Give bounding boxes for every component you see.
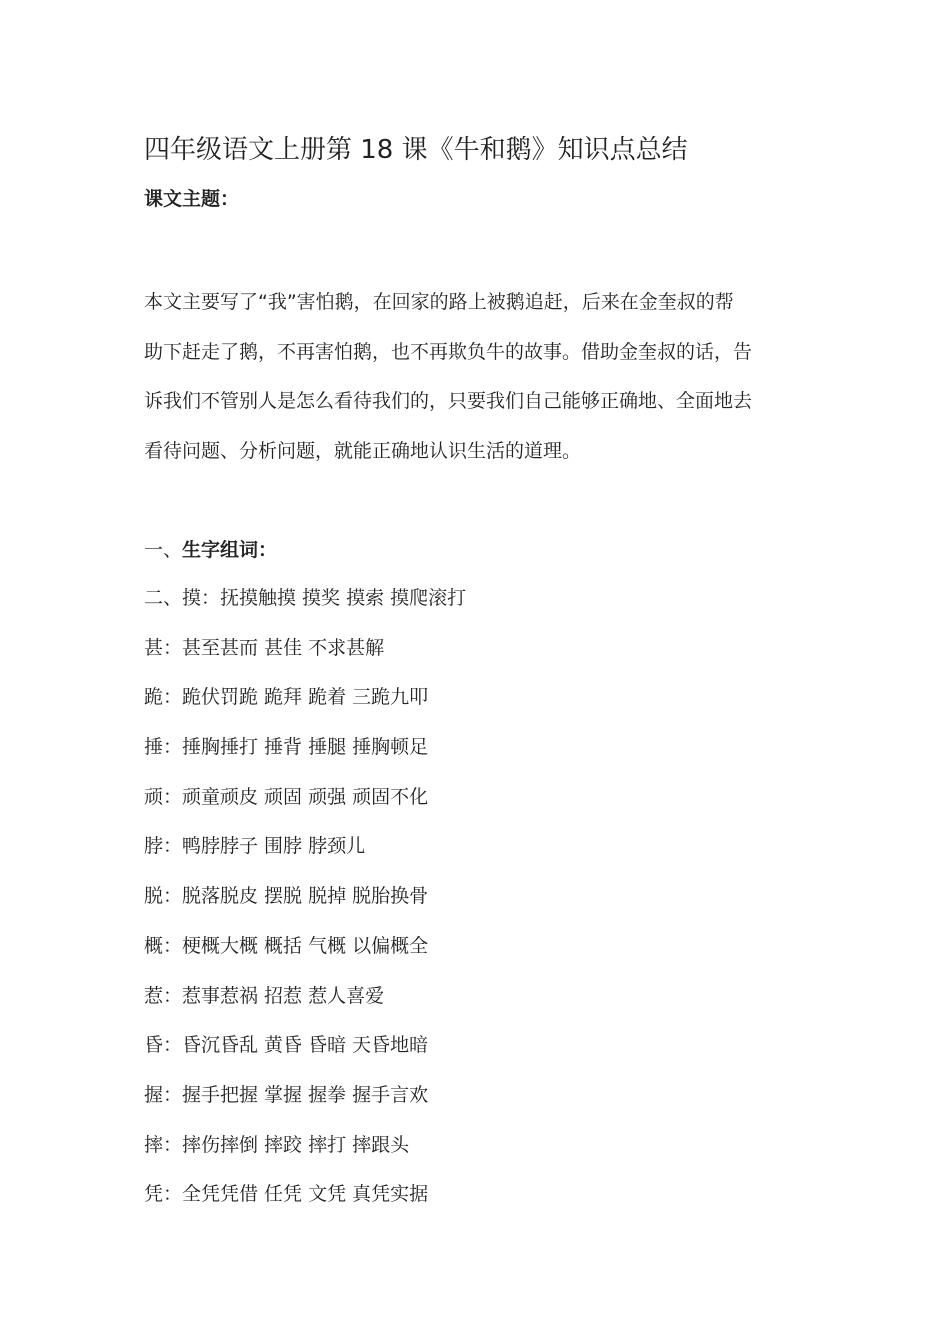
list-item: 握：握手把握 掌握 握拳 握手言欢 [144, 1083, 429, 1106]
paragraph-line: 本文主要写了“我”害怕鹅，在回家的路上被鹅追赶，后来在金奎叔的帮 [144, 291, 734, 313]
list-item: 凭：全凭凭借 任凭 文凭 真凭实据 [144, 1183, 429, 1206]
theme-paragraph [144, 278, 808, 477]
list-item: 脖：鸭脖脖子 围脖 脖颈儿 [144, 835, 366, 858]
paragraph-line: 看待问题、分析问题，就能正确地认识生活的道理。 [144, 440, 582, 463]
list-item: 概：梗概大概 概括 气概 以偏概全 [144, 934, 429, 957]
section-heading-vocabulary [144, 535, 277, 565]
section-title: 生字组词： [182, 539, 278, 561]
vocabulary-list [144, 574, 466, 1220]
page-title: 四年级语文上册第 18 课《牛和鹅》知识点总结 [144, 135, 688, 165]
list-item: 顽：顽童顽皮 顽固 顽强 顽固不化 [144, 785, 429, 808]
list-item: 捶：捶胸捶打 捶背 捶腿 捶胸顿足 [144, 736, 429, 759]
list-item: 甚：甚至甚而 甚佳 不求甚解 [144, 636, 385, 659]
list-item: 摔：摔伤摔倒 摔跤 摔打 摔跟头 [144, 1133, 410, 1156]
paragraph-line: 助下赶走了鹅，不再害怕鹅，也不再欺负牛的故事。借助金奎叔的话，告 [144, 340, 753, 363]
list-item: 惹：惹事惹祸 招惹 惹人喜爱 [144, 984, 385, 1007]
list-item: 脱：脱落脱皮 摆脱 脱掉 脱胎换骨 [144, 885, 429, 908]
paragraph-line: 诉我们不管别人是怎么看待我们的，只要我们自己能够正确地、全面地去 [144, 390, 753, 413]
theme-heading: 课文主题： [144, 188, 240, 210]
section-number: 一、 [144, 539, 183, 561]
list-item: 昏：昏沉昏乱 黄昏 昏暗 天昏地暗 [144, 1034, 429, 1057]
list-item: 跪：跪伏罚跪 跪拜 跪着 三跪九叩 [144, 686, 429, 709]
list-item: 二、摸：抚摸触摸 摸奖 摸索 摸爬滚打 [144, 587, 467, 609]
